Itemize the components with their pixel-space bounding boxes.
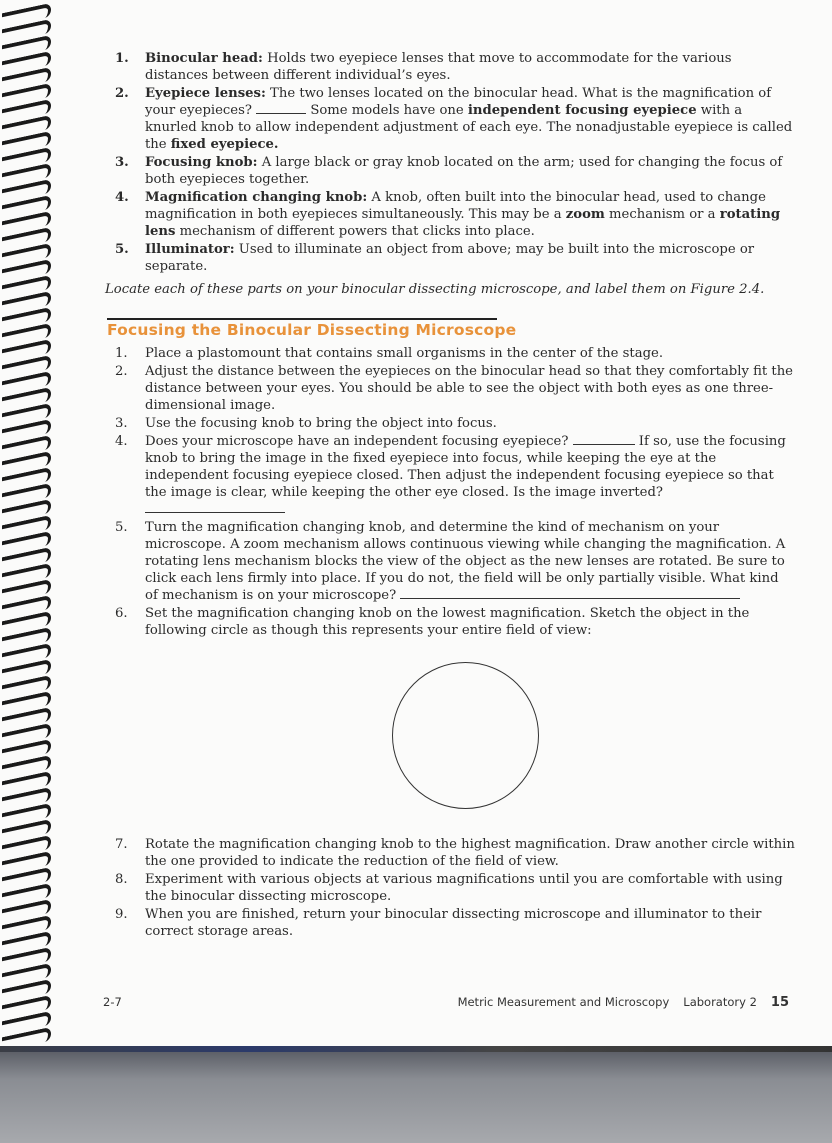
step-text: Place a plastomount that contains small organisms in the center of the stage.: [145, 346, 664, 361]
list-item: [105, 363, 795, 414]
step-text: Adjust the distance between the eyepieces on the binocular head so that they comfortably fit the distance between your eyes. You should be able to see the object with both eyes as one three-dimensional image.: [145, 364, 793, 413]
item-number: 4.: [115, 434, 128, 449]
running-footer: [458, 995, 789, 1010]
list-item: [105, 154, 795, 188]
term: Focusing knob:: [145, 155, 258, 170]
definition: A large black or gray knob located on the arm; used for changing the focus of both eyepieces together.: [145, 155, 783, 187]
item-number: 7.: [115, 837, 128, 852]
page-code: 2-7: [103, 995, 122, 1009]
term: zoom: [565, 207, 605, 222]
definition: A knob, often built into the binocular head, used to change magnification in both eyepieces simultaneously. This may be a: [145, 190, 766, 222]
page-footer: [103, 993, 793, 1013]
item-number: 5.: [115, 520, 128, 535]
definition: Some models have one: [306, 103, 468, 118]
item-number: 6.: [115, 606, 128, 621]
term: Illuminator:: [145, 242, 235, 257]
section-header: [105, 318, 795, 339]
list-item: [105, 906, 795, 940]
item-number: 2.: [115, 364, 128, 379]
answer-blank[interactable]: [145, 501, 285, 513]
section-title: Focusing the Binocular Dissecting Microscope: [107, 321, 517, 339]
step-text: If so, use the focusing knob to bring the image in the fixed eyepiece into focus, while keeping the eye at the independent focusing eyepiece closed. Then adjust the independent focusing eyepiece so that the image is clear, while keeping the other eye closed. Is the image inverted?: [145, 434, 786, 500]
lab-label: Laboratory 2: [683, 995, 757, 1009]
field-of-view-area: [105, 640, 795, 836]
item-number: 3.: [115, 416, 128, 431]
list-item: [105, 836, 795, 870]
list-item: [105, 415, 795, 432]
term: fixed eyepiece.: [170, 137, 279, 152]
answer-blank[interactable]: [256, 102, 306, 114]
list-item: [105, 50, 795, 84]
step-text: Rotate the magnification changing knob to the highest magnification. Draw another circle within the one provided to indicate the reduction of the field of view.: [145, 837, 795, 869]
item-number: 9.: [115, 907, 128, 922]
answer-blank[interactable]: [400, 587, 740, 599]
step-text: Use the focusing knob to bring the object into focus.: [145, 416, 497, 431]
list-item: [105, 85, 795, 153]
item-number: 5.: [115, 242, 129, 257]
term: Eyepiece lenses:: [145, 86, 266, 101]
definition: with a knurled knob to allow independent adjustment of each eye. The nonadjustable eyepiece is called the: [145, 103, 793, 152]
list-item: [105, 433, 795, 518]
term: independent focusing eyepiece: [467, 103, 697, 118]
definition: mechanism of different powers that clicks into place.: [175, 224, 535, 239]
step-text: When you are finished, return your binocular dissecting microscope and illuminator to their correct storage areas.: [145, 907, 762, 939]
instruction-note: Locate each of these parts on your binocular dissecting microscope, and label them on Figure 2.4.: [105, 282, 765, 297]
step-text: Set the magnification changing knob on the lowest magnification. Sketch the object in the following circle as though this represents your entire field of view:: [145, 606, 750, 638]
list-item: [105, 519, 795, 604]
step-text: Experiment with various objects at various magnifications until you are comfortable with using the binocular dissecting microscope.: [145, 872, 783, 904]
step-text: Turn the magnification changing knob, and determine the kind of mechanism on your microscope. A zoom mechanism allows continuous viewing while changing the magnification. A rotating lens mechanism blocks the view of the object as the new lenses are rotated. Be sure to click each lens firmly into place. If you do not, the field will be only partially visible. What kind of mechanism is on your microscope?: [145, 520, 786, 603]
item-number: 8.: [115, 872, 128, 887]
list-item: [105, 345, 795, 362]
item-number: 1.: [115, 51, 129, 66]
list-item: [105, 241, 795, 275]
term: rotating lens: [145, 207, 781, 239]
definition: The two lenses located on the binocular head. What is the magnification of your eyepieces?: [145, 86, 772, 118]
steps-list-continued: [105, 836, 795, 940]
item-number: 2.: [115, 86, 129, 101]
definition: Used to illuminate an object from above; may be built into the microscope or separate.: [145, 242, 755, 274]
step-text: Does your microscope have an independent focusing eyepiece?: [145, 434, 573, 449]
item-number: 3.: [115, 155, 129, 170]
spiral-binding: [0, 0, 60, 1060]
section-rule: [107, 318, 497, 320]
page-number: 15: [770, 995, 789, 1010]
document-body: [105, 50, 795, 941]
answer-blank[interactable]: [573, 433, 635, 445]
list-item: [105, 871, 795, 905]
list-item: [105, 605, 795, 639]
background-surface: [0, 1052, 832, 1143]
term: Magnification changing knob:: [145, 190, 368, 205]
parts-list: [105, 50, 795, 275]
definition: Holds two eyepiece lenses that move to accommodate for the various distances between different individual’s eyes.: [145, 51, 732, 83]
steps-list: [105, 345, 795, 639]
item-number: 4.: [115, 190, 129, 205]
chapter-title: Metric Measurement and Microscopy: [457, 995, 670, 1009]
term: Binocular head:: [145, 51, 263, 66]
list-item: [105, 189, 795, 240]
field-of-view-circle[interactable]: [392, 662, 539, 809]
item-number: 1.: [115, 346, 128, 361]
definition: mechanism or a: [604, 207, 720, 222]
